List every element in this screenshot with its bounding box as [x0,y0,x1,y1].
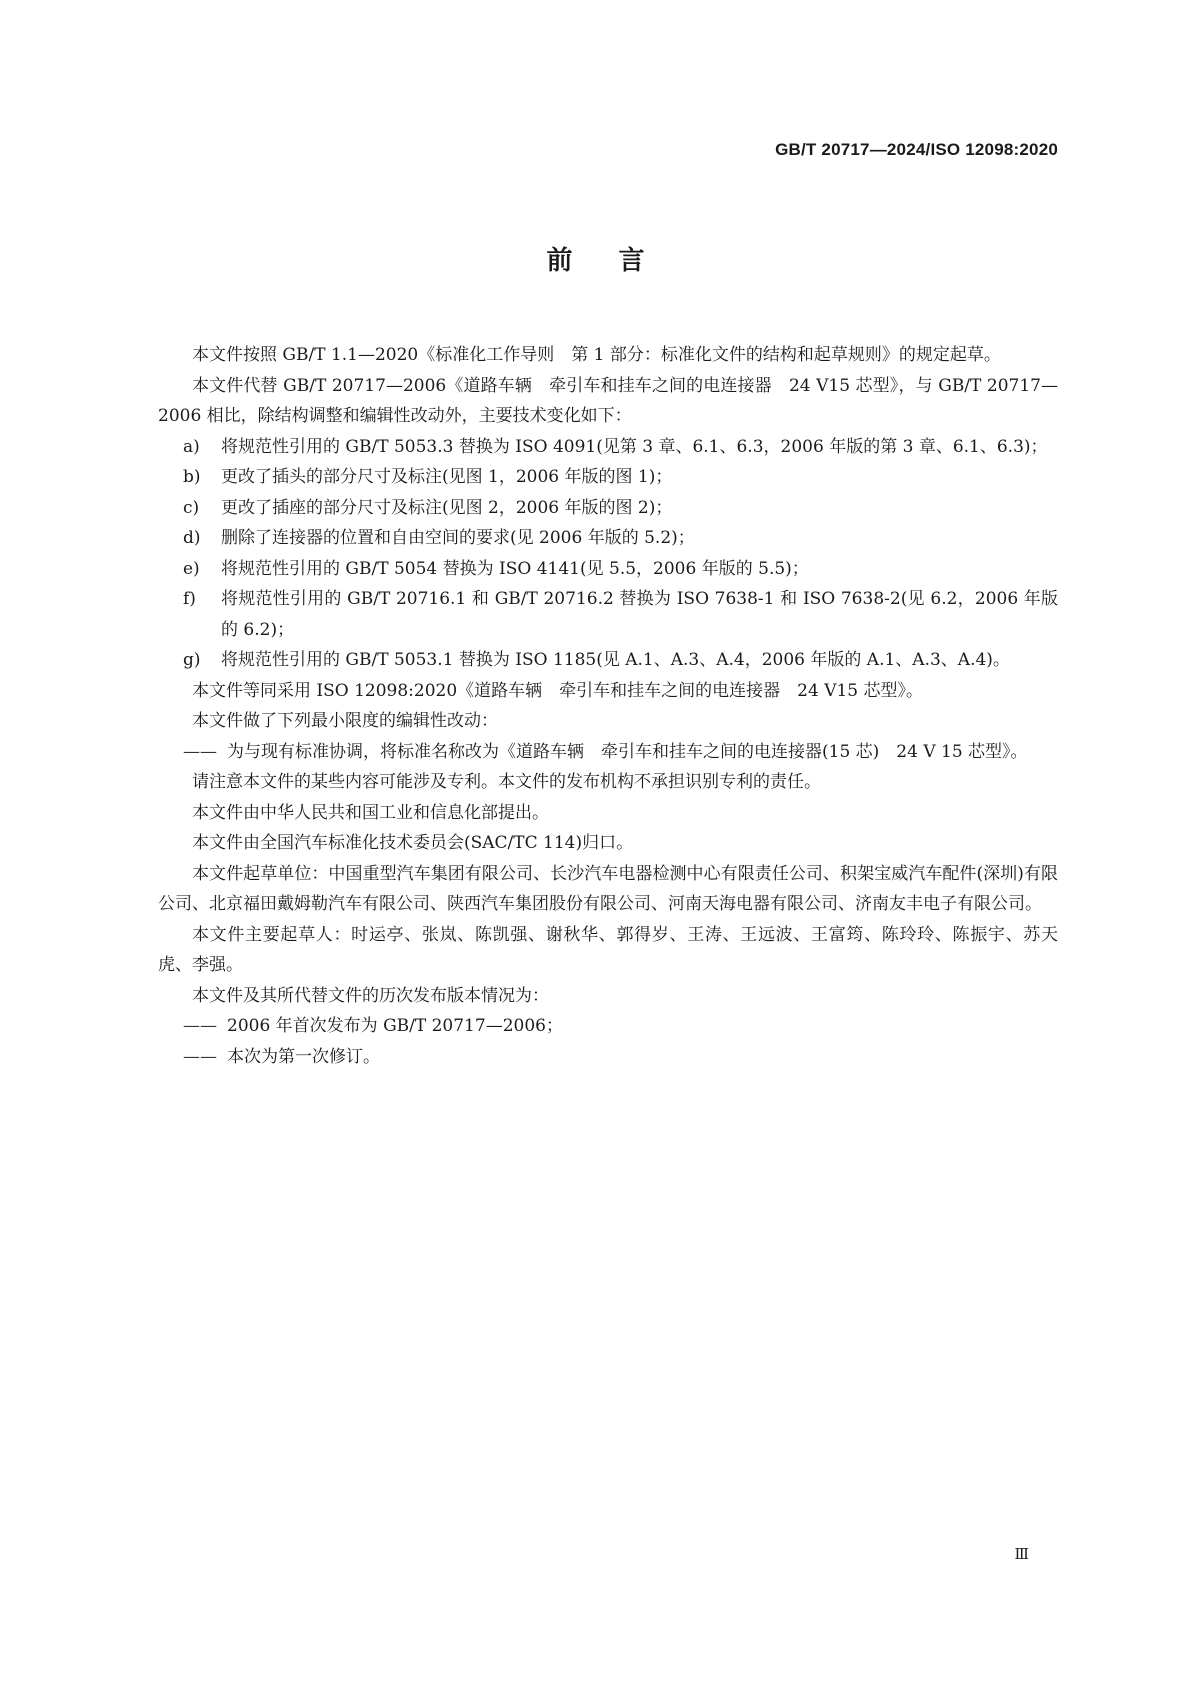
dash-item-text: 2006 年首次发布为 GB/T 20717—2006； [227,1016,563,1036]
list-item-label: b) [183,467,201,487]
list-item [158,432,1058,463]
list-item-label: c) [183,497,200,518]
paragraph-editorial-intro: 本文件做了下列最小限度的编辑性改动： [192,711,498,731]
standard-number: GB/T 20717—2024/ISO 12098:2020 [775,140,1058,159]
page-number: Ⅲ [1014,1545,1029,1563]
list-item-label: a) [183,436,200,457]
paragraph-patent-note: 请注意本文件的某些内容可能涉及专利。本文件的发布机构不承担识别专利的责任。 [192,772,821,792]
dash-mark: —— [183,741,217,762]
dash-item [158,1011,1058,1042]
dash-mark: —— [183,1046,217,1067]
dash-item-text: 本次为第一次修订。 [227,1046,380,1067]
dash-mark: —— [183,1016,217,1036]
list-item-label: f) [183,589,196,609]
list-item-text: 删除了连接器的位置和自由空间的要求(见 2006 年版的 5.2)； [221,528,695,548]
list-item [158,554,1058,585]
list-item [158,523,1058,554]
list-item-label: e) [183,558,200,579]
dash-item [158,737,1058,768]
paragraph-proposed-by: 本文件由中华人民共和国工业和信息化部提出。 [192,802,549,823]
list-item [158,462,1058,493]
list-item-text: 更改了插头的部分尺寸及标注(见图 1，2006 年版的图 1)； [221,467,673,487]
paragraph-drafting-units: 本文件起草单位：中国重型汽车集团有限公司、长沙汽车电器检测中心有限责任公司、积架宝威汽车配件(深圳)有限公司、北京福田戴姆勒汽车有限公司、陕西汽车集团股份有限公司、河南天海电器有限公司、济南友丰电子有限公司。 [158,863,1058,914]
page-title: 前言 [546,246,691,276]
list-item-text: 将规范性引用的 GB/T 20716.1 和 GB/T 20716.2 替换为 ISO 7638-1 和 ISO 7638-2(见 6.2，2006 年版的 6.2)； [221,589,1058,640]
document-body [158,340,1058,1072]
list-item-text: 将规范性引用的 GB/T 5053.3 替换为 ISO 4091(见第 3 章、6.1、6.3，2006 年版的第 3 章、6.1、6.3)； [221,436,1048,457]
paragraph-history-intro: 本文件及其所代替文件的历次发布版本情况为： [192,985,549,1006]
paragraph-centralized-by: 本文件由全国汽车标准化技术委员会(SAC/TC 114)归口。 [192,833,634,853]
list-item [158,645,1058,676]
paragraph-drafters: 本文件主要起草人：时运亭、张岚、陈凯强、谢秋华、郭得岁、王涛、王远波、王富筠、陈玲玲、陈振宇、苏天虎、李强。 [158,924,1058,975]
list-item-text: 将规范性引用的 GB/T 5053.1 替换为 ISO 1185(见 A.1、A.3、A.4，2006 年版的 A.1、A.3、A.4)。 [221,650,1010,670]
dash-item [158,1042,1058,1073]
paragraph-adoption: 本文件等同采用 ISO 12098:2020《道路车辆 牵引车和挂车之间的电连接器 24 V15 芯型》。 [192,680,924,701]
list-item-text: 更改了插座的部分尺寸及标注(见图 2，2006 年版的图 2)； [221,497,673,518]
list-item-label: g) [183,650,201,670]
list-item-text: 将规范性引用的 GB/T 5054 替换为 ISO 4141(见 5.5，2006 年版的 5.5)； [221,558,809,579]
list-item [158,584,1058,645]
paragraph-drafting-rules: 本文件按照 GB/T 1.1—2020《标准化工作导则 第 1 部分：标准化文件的结构和起草规则》的规定起草。 [192,345,1001,365]
list-item-label: d) [183,528,201,548]
list-item [158,493,1058,524]
dash-item-text: 为与现有标准协调，将标准名称改为《道路车辆 牵引车和挂车之间的电连接器(15 芯) 24 V 15 芯型》。 [227,741,1028,762]
paragraph-replacement: 本文件代替 GB/T 20717—2006《道路车辆 牵引车和挂车之间的电连接器 24 V15 芯型》，与 GB/T 20717—2006 相比，除结构调整和编辑性改动外，主要技术变化如下： [158,375,1058,426]
